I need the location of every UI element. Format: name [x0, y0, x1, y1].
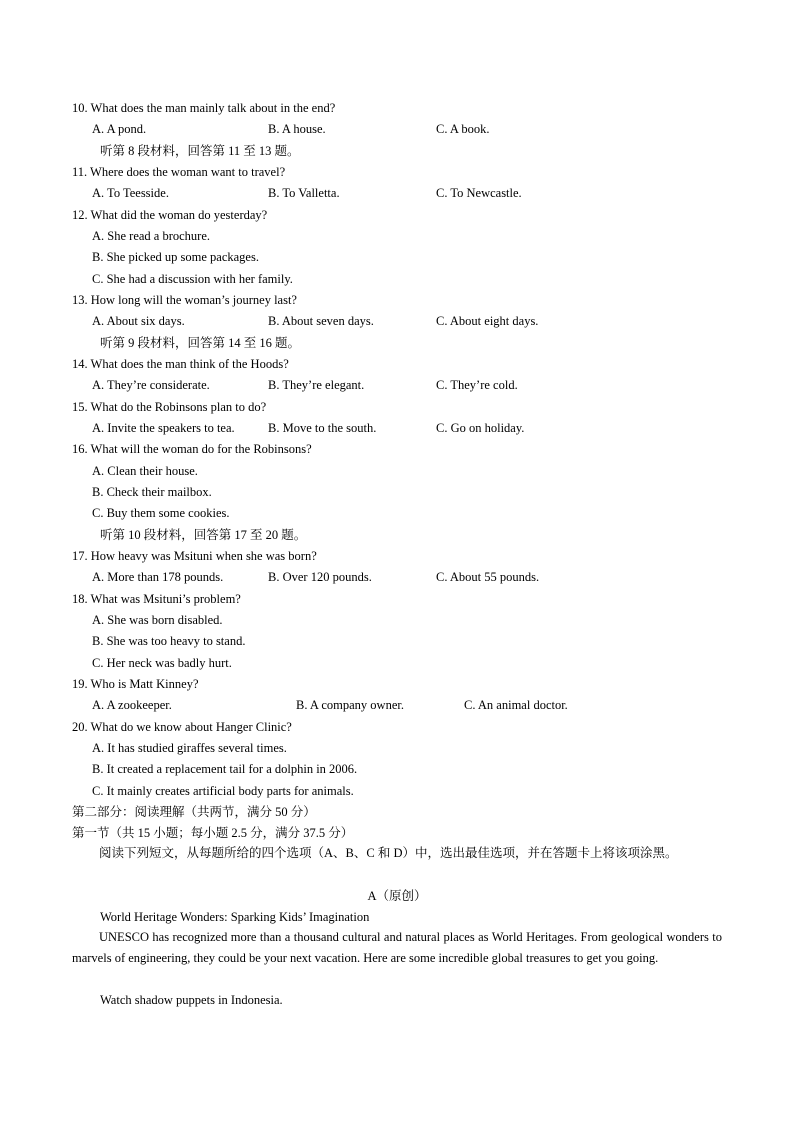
passage-paragraph-1: UNESCO has recognized more than a thousand cultural and natural places as World Heritages. From geological wonders to marvels of engineering, they could be your next vacation. Here are some incredible global treasures to get you going. [72, 930, 722, 966]
section-note-8: 听第 8 段材料，回答第 11 至 13 题。 [100, 144, 300, 158]
question-20-option-b: B. It created a replacement tail for a dolphin in 2006. [92, 762, 358, 776]
question-12-option-c: C. She had a discussion with her family. [92, 272, 293, 286]
question-16-stem: 16. What will the woman do for the Robinsons? [72, 442, 312, 456]
question-16-option-b: B. Check their mailbox. [92, 485, 212, 499]
question-14-stem: 14. What does the man think of the Hoods? [72, 357, 289, 371]
question-18-option-c: C. Her neck was badly hurt. [92, 656, 232, 670]
question-14-option-b: B. They’re elegant. [268, 378, 365, 392]
question-17-stem: 17. How heavy was Msituni when she was born? [72, 549, 317, 563]
part2-instruction: 阅读下列短文，从每题所给的四个选项（A、B、C 和 D）中，选出最佳选项，并在答题卡上将该项涂黑。 [99, 846, 678, 860]
question-16-option-c: C. Buy them some cookies. [92, 506, 230, 520]
question-17-option-a: A. More than 178 pounds. [92, 570, 224, 584]
question-19-stem: 19. Who is Matt Kinney? [72, 677, 199, 691]
passage-paragraph-2: Watch shadow puppets in Indonesia. [100, 993, 283, 1007]
question-18-option-b: B. She was too heavy to stand. [92, 634, 246, 648]
question-15-stem: 15. What do the Robinsons plan to do? [72, 400, 267, 414]
question-17-option-c: C. About 55 pounds. [436, 570, 540, 584]
question-12-stem: 12. What did the woman do yesterday? [72, 208, 268, 222]
question-19-option-b: B. A company owner. [296, 698, 404, 712]
part2-section1-heading: 第一节（共 15 小题；每小题 2.5 分，满分 37.5 分） [72, 826, 354, 840]
section-note-10: 听第 10 段材料，回答第 17 至 20 题。 [100, 528, 307, 542]
question-13-option-c: C. About eight days. [436, 314, 539, 328]
question-13-option-b: B. About seven days. [268, 314, 374, 328]
question-18-stem: 18. What was Msituni’s problem? [72, 592, 241, 606]
question-20-stem: 20. What do we know about Hanger Clinic? [72, 720, 292, 734]
question-20-option-c: C. It mainly creates artificial body parts for animals. [92, 784, 354, 798]
question-15-option-a: A. Invite the speakers to tea. [92, 421, 235, 435]
question-11-option-b: B. To Valletta. [268, 186, 340, 200]
question-17-option-b: B. Over 120 pounds. [268, 570, 372, 584]
question-14-option-c: C. They’re cold. [436, 378, 518, 392]
question-10-option-a: A. A pond. [92, 122, 147, 136]
question-12-option-a: A. She read a brochure. [92, 229, 211, 243]
passage-label: A（原创） [367, 889, 427, 903]
part2-title: 第二部分：阅读理解（共两节，满分 50 分） [72, 805, 316, 819]
passage-title: World Heritage Wonders: Sparking Kids’ Imagination [100, 910, 370, 924]
question-19-option-a: A. A zookeeper. [92, 698, 172, 712]
question-10-option-c: C. A book. [436, 122, 490, 136]
question-11-option-c: C. To Newcastle. [436, 186, 522, 200]
question-18-option-a: A. She was born disabled. [92, 613, 223, 627]
question-15-option-c: C. Go on holiday. [436, 421, 525, 435]
question-12-option-b: B. She picked up some packages. [92, 250, 259, 264]
question-13-stem: 13. How long will the woman’s journey last? [72, 293, 297, 307]
question-11-stem: 11. Where does the woman want to travel? [72, 165, 286, 179]
question-13-option-a: A. About six days. [92, 314, 185, 328]
question-19-option-c: C. An animal doctor. [464, 698, 568, 712]
section-note-9: 听第 9 段材料，回答第 14 至 16 题。 [100, 336, 301, 350]
question-10-stem: 10. What does the man mainly talk about in the end? [72, 101, 336, 115]
question-20-option-a: A. It has studied giraffes several times. [92, 741, 287, 755]
question-11-option-a: A. To Teesside. [92, 186, 169, 200]
question-15-option-b: B. Move to the south. [268, 421, 377, 435]
question-10-option-b: B. A house. [268, 122, 326, 136]
question-14-option-a: A. They’re considerate. [92, 378, 210, 392]
question-16-option-a: A. Clean their house. [92, 464, 198, 478]
